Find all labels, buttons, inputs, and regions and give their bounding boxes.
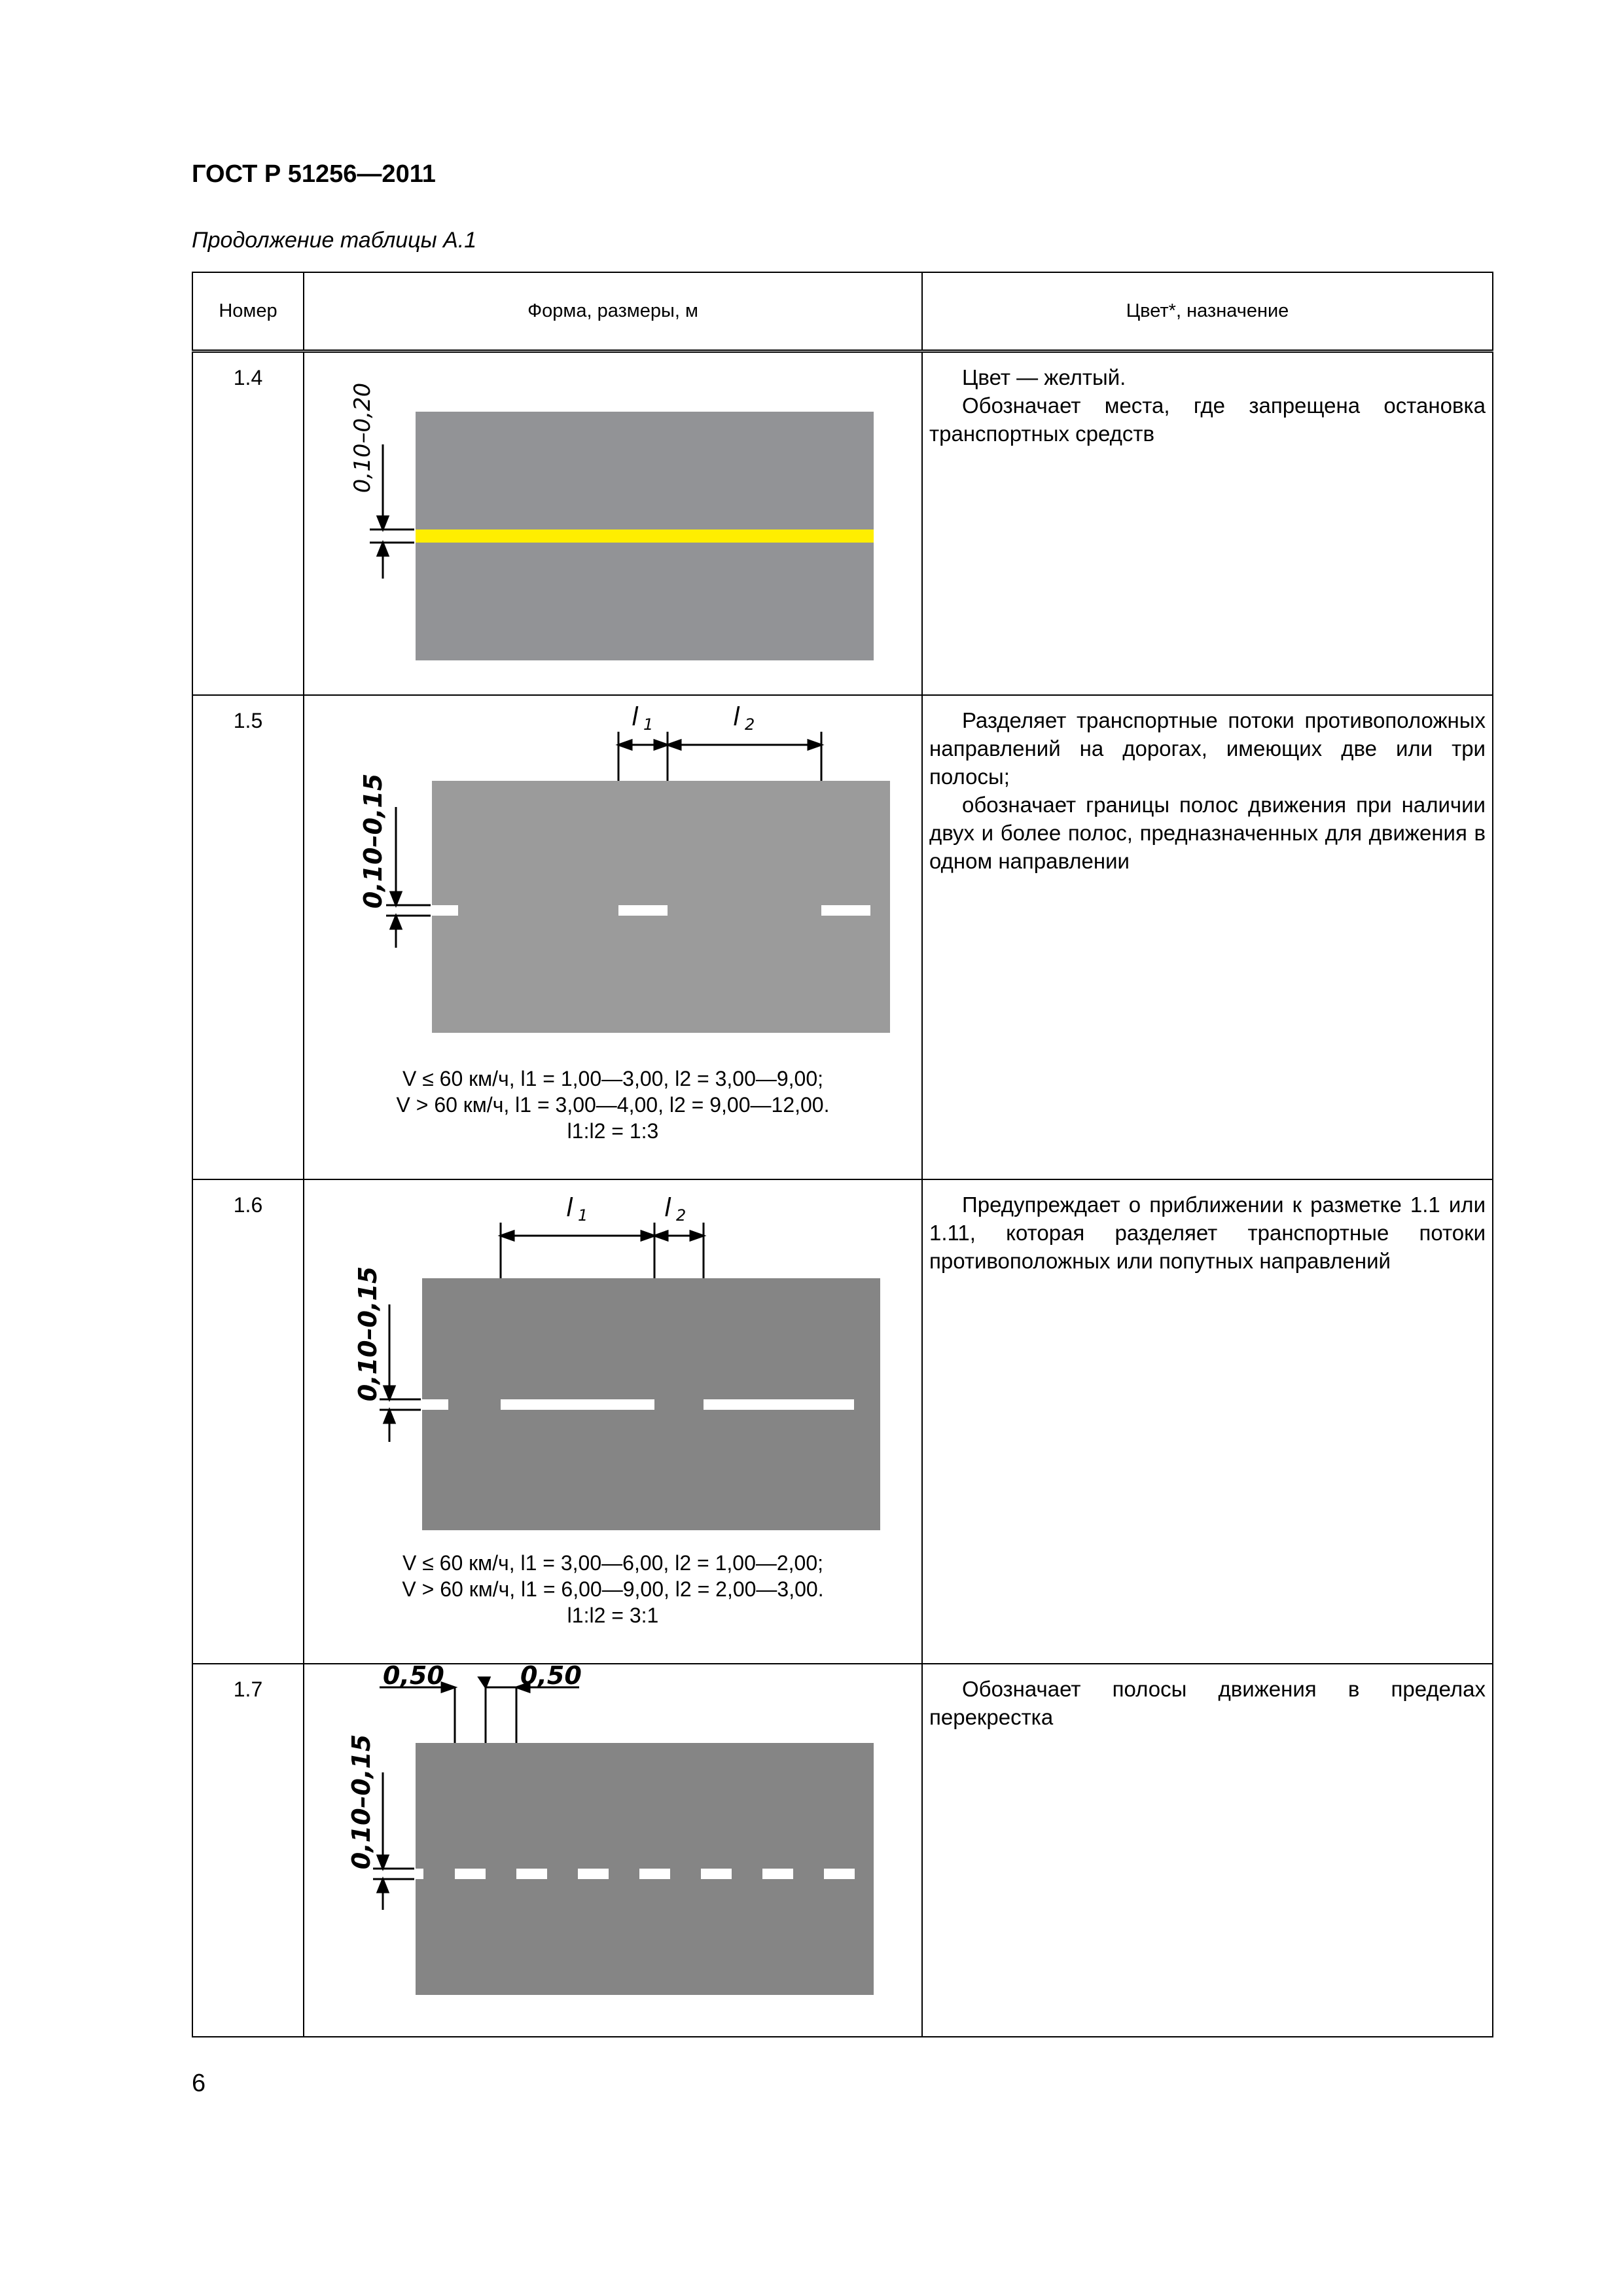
dimension-label: 0,10–0,15 [359,773,387,908]
description-paragraph: Обозначает полосы движения в пределах перекрестка [929,1676,1486,1729]
l1-subscript: 1 [578,1206,588,1225]
marking-drawing-cell [304,1664,922,2037]
table-row [192,351,1493,695]
dimension-lines [370,444,414,579]
marking-1-6-drawing [304,1180,923,1599]
dash [701,1869,732,1879]
dash [455,1869,486,1879]
l2-label: l [733,702,740,731]
dash [762,1869,793,1879]
dash [824,1869,855,1879]
marking-number: 1.7 [192,1664,304,2037]
table-row [192,695,1493,1179]
dash-length-label: 0,50 [383,1664,444,1690]
dash [885,1869,916,1879]
dimension-label: 0,10–0,15 [347,1734,376,1869]
page-number: 6 [192,2070,206,2097]
solid-line [416,529,874,543]
description-paragraph: обозначает границы полос движения при наличии двух и более полос, предназначенных для движения в одном направлении [929,792,1486,873]
marking-1-4-drawing [304,353,923,696]
marking-drawing-cell [304,695,922,1179]
table-row [192,1179,1493,1664]
l2-subscript: 2 [745,715,755,734]
description-paragraph: Обозначает места, где запрещена остановка транспортных средств [929,393,1486,446]
column-header-number: Номер [192,272,304,351]
document-header: ГОСТ Р 51256—2011 [192,160,436,188]
dash [416,1869,423,1879]
marking-description [922,1664,1493,2037]
marking-description [922,695,1493,1179]
speed-caption [304,1550,921,1628]
table-continuation-caption: Продолжение таблицы А.1 [192,228,477,253]
l1-label: l [632,702,639,731]
l1-subscript: 1 [643,715,654,734]
l1-label: l [566,1193,573,1222]
gap-length-label: 0,50 [520,1664,582,1690]
markings-table [192,272,1493,2037]
table-row [192,1664,1493,2037]
marking-number: 1.4 [192,351,304,695]
description-paragraph: Предупреждает о приближении к разметке 1.1 или 1.11, которая разделяет транспортные потоки противоположных или попутных направлений [929,1192,1486,1273]
description-paragraph: Разделяет транспортные потоки противоположных направлений на дорогах, имеющих две или три полосы; [929,708,1486,789]
l2-subscript: 2 [676,1206,687,1225]
marking-description [922,1179,1493,1664]
dimension-label: 0,10–0,20 [349,382,376,493]
dimension-label: 0,10–0,15 [353,1266,382,1401]
column-header-form: Форма, размеры, м [304,272,922,351]
dash [578,1869,609,1879]
caption-line: l1:l2 = 3:1 [567,1603,659,1627]
l2-label: l [664,1193,671,1222]
marking-number: 1.6 [192,1179,304,1664]
caption-line: l1:l2 = 1:3 [567,1119,659,1143]
marking-drawing-cell [304,1179,922,1664]
marking-drawing-cell [304,351,922,695]
description-paragraph: Цвет — желтый. [962,365,1126,389]
marking-description [922,351,1493,695]
dash [516,1869,547,1879]
marking-1-5-drawing [304,696,923,1115]
column-header-description: Цвет*, назначение [922,272,1493,351]
marking-number: 1.5 [192,695,304,1179]
caption-line: V > 60 км/ч, l1 = 3,00—4,00, l2 = 9,00—12,00. [396,1092,830,1117]
marking-1-7-drawing [304,1664,923,2037]
speed-caption [304,1066,921,1144]
table-header-row [192,272,1493,351]
dash [639,1869,670,1879]
caption-line: V ≤ 60 км/ч, l1 = 3,00—6,00, l2 = 1,00—2,00; [402,1551,824,1575]
caption-line: V > 60 км/ч, l1 = 6,00—9,00, l2 = 2,00—3,00. [402,1577,824,1601]
caption-line: V ≤ 60 км/ч, l1 = 1,00—3,00, l2 = 3,00—9,00; [402,1066,824,1090]
